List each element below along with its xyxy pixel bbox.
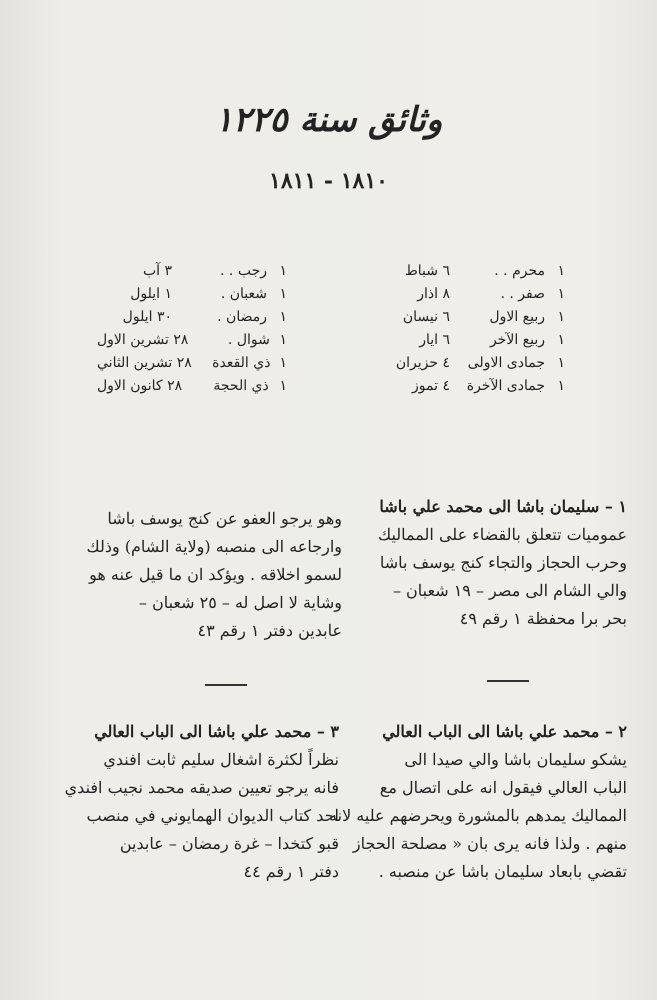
month-name: ذي الحجة	[213, 378, 269, 394]
document-line: عابدين دفتر ١ رقم ٤٣	[197, 621, 342, 640]
document-line: قبو كتخدا – غرة رمضان – عابدين	[119, 834, 339, 853]
document-line: لسمو اخلاقه . ويؤكد ان ما قيل عنه هو	[89, 565, 342, 584]
document-line: وهو يرجو العفو عن كنج يوسف باشا	[107, 509, 342, 528]
document-heading: ١ – سليمان باشا الى محمد علي باشا	[379, 497, 627, 516]
month-day: ١	[279, 332, 287, 348]
document-line: وارجاعه الى منصبه (ولاية الشام) وذلك	[86, 537, 342, 556]
month-date: ٢٨ تشرين الاول	[97, 332, 189, 348]
year-range: ١٨١٠ - ١٨١١	[269, 168, 388, 194]
month-row	[97, 306, 287, 329]
month-day: ١	[279, 355, 287, 371]
document-2	[329, 718, 627, 886]
month-day: ١	[557, 286, 565, 302]
month-date: ٦ شباط	[404, 263, 450, 279]
month-row	[365, 306, 565, 329]
document-line: يشكو سليمان باشا والي صيدا الى	[404, 750, 627, 769]
month-row	[365, 329, 565, 352]
month-row	[365, 260, 565, 283]
document-line: وحرب الحجاز والتجاء كنج يوسف باشا	[379, 553, 627, 572]
month-day: ١	[279, 309, 287, 325]
month-date: ٢٨ كانون الاول	[97, 378, 183, 394]
document-1	[357, 493, 627, 633]
month-date: ٣٠ ايلول	[122, 309, 172, 325]
month-day: ١	[279, 286, 287, 302]
month-row	[97, 375, 287, 398]
document-line: الباب العالي فيقول انه على اتصال مع	[379, 778, 627, 797]
month-table-right	[365, 260, 565, 398]
month-name: صفر . .	[500, 286, 545, 302]
section-divider	[205, 684, 247, 686]
document-line: منهم . ولذا فانه يرى بان « مصلحة الحجاز	[352, 834, 627, 853]
document-line: دفتر ١ رقم ٤٤	[243, 862, 339, 881]
month-date: ٦ نيسان	[402, 309, 450, 325]
document-line: وشاية لا اصل له – ٢٥ شعبان –	[138, 593, 342, 612]
month-day: ١	[557, 355, 565, 371]
month-name: ربيع الآخر	[489, 332, 545, 348]
month-table-left	[97, 260, 287, 398]
month-date: ٨ اذار	[417, 286, 450, 302]
month-name: جمادى الآخرة	[466, 378, 545, 394]
document-line: فانه يرجو تعيين صديقه محمد نجيب افندي	[64, 778, 339, 797]
month-day: ١	[557, 263, 565, 279]
month-date: ٤ تموز	[412, 378, 450, 394]
document-1-continuation	[42, 505, 342, 645]
section-divider	[487, 680, 529, 682]
month-row	[97, 283, 287, 306]
month-name: جمادى الاولى	[467, 355, 545, 371]
document-line: والي الشام الى مصر – ١٩ شعبان –	[392, 581, 627, 600]
month-date: ٣ آب	[142, 263, 172, 279]
month-row	[365, 352, 565, 375]
month-day: ١	[279, 378, 287, 394]
month-row	[365, 283, 565, 306]
month-row	[97, 260, 287, 283]
month-row	[97, 352, 287, 375]
month-row	[365, 375, 565, 398]
document-line: المماليك يمدهم بالمشورة ويحرضهم عليه لانه	[329, 806, 627, 825]
month-date: ٦ ايار	[419, 332, 450, 348]
month-day: ١	[279, 263, 287, 279]
month-day: ١	[557, 378, 565, 394]
document-3	[39, 718, 339, 886]
document-heading: ٢ – محمد علي باشا الى الباب العالي	[382, 722, 627, 741]
document-line: نظراً لكثرة اشغال سليم ثابت افندي	[103, 750, 339, 769]
document-line: عموميات تتعلق بالقضاء على المماليك	[377, 525, 627, 544]
month-date: ٤ حزيران	[395, 355, 450, 371]
month-day: ١	[557, 309, 565, 325]
month-date: ٢٨ تشرين الثاني	[97, 355, 192, 371]
document-line: احد كتاب الديوان الهمايوني في منصب	[86, 806, 339, 825]
month-name: شعبان .	[220, 286, 267, 302]
month-name: ربيع الاول	[489, 309, 545, 325]
month-name: ذي القعدة	[212, 355, 271, 371]
page-title: وثائق سنة ١٢٢٥	[214, 100, 443, 140]
document-line: بحر برا محفظة ١ رقم ٤٩	[459, 609, 627, 628]
month-name: رمضان .	[217, 309, 267, 325]
month-row	[97, 329, 287, 352]
document-heading: ٣ – محمد علي باشا الى الباب العالي	[94, 722, 339, 741]
month-date: ١ ايلول	[130, 286, 172, 302]
month-name: شوال .	[227, 332, 270, 348]
month-name: محرم . .	[494, 263, 545, 279]
document-line: تقضي بابعاد سليمان باشا عن منصبه .	[378, 862, 627, 881]
month-day: ١	[557, 332, 565, 348]
month-name: رجب . .	[220, 263, 267, 279]
